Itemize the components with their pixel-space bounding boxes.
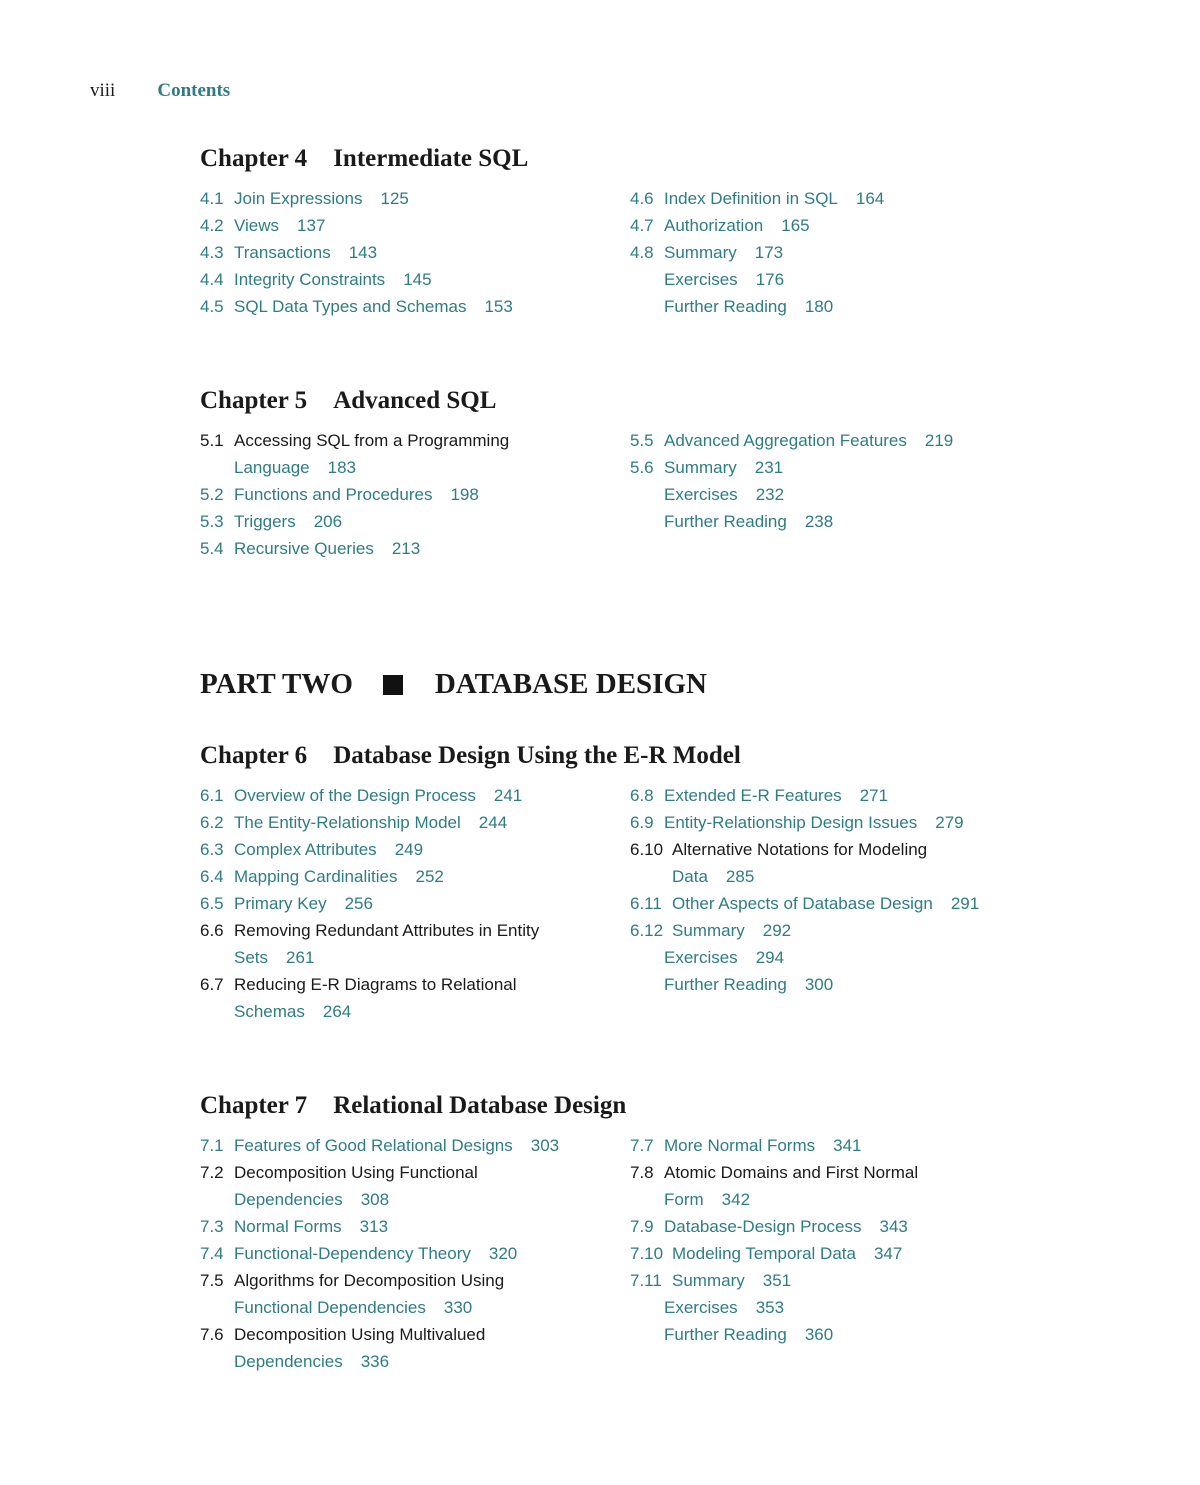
section-number: 4.5 (200, 297, 224, 316)
toc-entry[interactable] (630, 944, 1070, 971)
section-title-line1: Alternative Notations for Modeling (672, 840, 928, 859)
toc-column-right (630, 185, 1070, 320)
section-title: Join Expressions (234, 189, 363, 208)
section-page: 271 (859, 786, 889, 805)
section-page: 173 (754, 243, 784, 262)
section-page: 261 (286, 948, 315, 967)
section-number: 7.1 (200, 1136, 224, 1155)
toc-entry[interactable] (630, 836, 1070, 890)
section-title-line2 (234, 998, 517, 1025)
section-number: 7.5 (200, 1271, 224, 1290)
section-title: Entity-Relationship Design Issues (664, 813, 918, 832)
section-number: 7.6 (200, 1325, 224, 1344)
section-number (630, 293, 664, 320)
section-page: 153 (484, 297, 513, 316)
section-page: 137 (297, 216, 326, 235)
section-number (630, 1294, 664, 1321)
section-title: Transactions (234, 243, 331, 262)
section-page: 292 (762, 921, 792, 940)
section-title: SQL Data Types and Schemas (234, 297, 467, 316)
section-title: Extended E-R Features (664, 786, 842, 805)
section-page: 238 (804, 512, 834, 531)
section-title: Dependencies (234, 1352, 343, 1371)
section-title-line2 (234, 454, 509, 481)
section-number: 7.10 (630, 1244, 664, 1263)
section-text (664, 1213, 908, 1240)
section-text (664, 1132, 862, 1159)
section-text (664, 212, 810, 239)
section-page: 360 (804, 1325, 834, 1344)
section-text (664, 185, 884, 212)
chapter-5 (200, 387, 1100, 562)
toc-entry[interactable] (630, 809, 1070, 836)
running-title: Contents (157, 80, 231, 101)
chapter-label: Chapter 5 (200, 387, 308, 414)
section-page: 219 (924, 431, 954, 450)
toc-column-right (630, 782, 1070, 1025)
section-page: 180 (804, 297, 834, 316)
section-page: 303 (530, 1136, 560, 1155)
section-title: Functions and Procedures (234, 485, 433, 504)
section-title: Summary (672, 921, 745, 940)
section-number: 6.9 (630, 813, 654, 832)
toc-column-left (200, 782, 620, 1025)
section-number: 6.7 (200, 975, 224, 994)
section-page: 294 (755, 948, 785, 967)
section-page: 256 (344, 894, 373, 913)
toc-entry[interactable] (630, 1267, 1070, 1294)
toc-entry[interactable] (200, 782, 620, 809)
section-text (234, 427, 509, 481)
section-number (630, 971, 664, 998)
section-number: 4.1 (200, 189, 224, 208)
section-page: 320 (488, 1244, 518, 1263)
section-title: Sets (234, 948, 269, 967)
section-title: Complex Attributes (234, 840, 377, 859)
section-title: Exercises (664, 948, 738, 967)
part-label: PART TWO (200, 668, 353, 700)
section-text (234, 1213, 388, 1240)
section-title-line1: Atomic Domains and First Normal (664, 1163, 919, 1182)
section-title: Mapping Cardinalities (234, 867, 398, 886)
chapter-4 (200, 145, 1100, 320)
section-title: The Entity-Relationship Model (234, 813, 461, 832)
section-page: 165 (781, 216, 810, 235)
section-text (672, 917, 791, 944)
section-text (664, 454, 783, 481)
section-page: 232 (755, 485, 785, 504)
section-page: 279 (935, 813, 964, 832)
section-text (672, 890, 979, 917)
section-title: Views (234, 216, 280, 235)
section-text (664, 971, 833, 998)
toc-entry[interactable] (200, 427, 620, 481)
section-title: Modeling Temporal Data (672, 1244, 856, 1263)
section-title: Overview of the Design Process (234, 786, 476, 805)
section-title: Triggers (234, 512, 296, 531)
section-text (234, 1159, 478, 1213)
section-page: 241 (493, 786, 523, 805)
chapter-label: Chapter 6 (200, 742, 308, 769)
section-title: Exercises (664, 1298, 738, 1317)
section-page: 308 (360, 1190, 390, 1209)
section-text (234, 508, 342, 535)
section-number (630, 508, 664, 535)
section-title-line2 (664, 1186, 918, 1213)
toc-entry[interactable] (200, 508, 620, 535)
section-text (664, 1321, 833, 1348)
section-text (664, 1159, 918, 1213)
section-title-line1: Decomposition Using Functional (234, 1163, 478, 1182)
section-number: 7.7 (630, 1136, 654, 1155)
section-page: 145 (403, 270, 432, 289)
section-page: 343 (879, 1217, 908, 1236)
section-page: 164 (855, 189, 885, 208)
part-title: DATABASE DESIGN (434, 668, 707, 700)
section-page: 249 (394, 840, 424, 859)
section-text (234, 971, 517, 1025)
toc-column-left (200, 1132, 620, 1375)
section-title: Dependencies (234, 1190, 343, 1209)
section-number: 7.8 (630, 1163, 654, 1182)
section-title: Further Reading (664, 1325, 787, 1344)
section-text (234, 1267, 504, 1321)
section-page: 231 (754, 458, 784, 477)
section-title: Recursive Queries (234, 539, 374, 558)
section-title-line1: Accessing SQL from a Programming (234, 431, 510, 450)
section-text (672, 1240, 902, 1267)
section-number: 6.5 (200, 894, 224, 913)
toc-entry[interactable] (200, 890, 620, 917)
toc-columns (200, 427, 1100, 562)
section-title: Integrity Constraints (234, 270, 386, 289)
section-title-line2 (234, 1294, 504, 1321)
section-text (234, 239, 377, 266)
section-title: Summary (664, 458, 737, 477)
section-text (234, 185, 409, 212)
section-number: 6.8 (630, 786, 654, 805)
section-page: 244 (478, 813, 508, 832)
toc-entry[interactable] (200, 1159, 620, 1213)
chapter-title (200, 145, 1100, 173)
chapter-name: Relational Database Design (333, 1092, 627, 1119)
section-page: 206 (313, 512, 343, 531)
toc-entry[interactable] (200, 266, 620, 293)
section-title: Further Reading (664, 512, 787, 531)
section-text (234, 212, 325, 239)
section-title: Authorization (664, 216, 764, 235)
section-title-line2 (234, 1348, 485, 1375)
section-text (234, 836, 423, 863)
section-title: Summary (672, 1271, 745, 1290)
chapter-name: Database Design Using the E-R Model (333, 742, 741, 769)
part-heading (200, 668, 707, 701)
section-title: Primary Key (234, 894, 327, 913)
section-number (630, 481, 664, 508)
section-title: Language (234, 458, 310, 477)
section-text (664, 293, 833, 320)
section-number: 6.4 (200, 867, 224, 886)
toc-entry[interactable] (630, 1159, 1070, 1213)
section-title-line1: Algorithms for Decomposition Using (234, 1271, 505, 1290)
section-number: 5.3 (200, 512, 224, 531)
toc-entry[interactable] (200, 212, 620, 239)
toc-entry[interactable] (200, 1267, 620, 1321)
toc-entry[interactable] (200, 535, 620, 562)
toc-column-right (630, 427, 1070, 562)
toc-entry[interactable] (200, 809, 620, 836)
section-text (664, 481, 784, 508)
section-title-line1: Removing Redundant Attributes in Entity (234, 921, 540, 940)
section-number: 6.3 (200, 840, 224, 859)
section-text (664, 944, 784, 971)
section-number: 7.3 (200, 1217, 224, 1236)
section-title-line2 (672, 863, 927, 890)
section-text (234, 1321, 485, 1375)
section-title: Other Aspects of Database Design (672, 894, 933, 913)
toc-entry[interactable] (200, 481, 620, 508)
section-number: 4.4 (200, 270, 224, 289)
toc-entry[interactable] (200, 1321, 620, 1375)
section-number: 4.7 (630, 216, 654, 235)
toc-entry[interactable] (630, 266, 1070, 293)
section-title: Summary (664, 243, 737, 262)
section-page: 342 (721, 1190, 751, 1209)
section-number: 4.6 (630, 189, 654, 208)
section-title: Functional-Dependency Theory (234, 1244, 471, 1263)
section-number: 7.9 (630, 1217, 654, 1236)
section-page: 300 (804, 975, 834, 994)
toc-entry[interactable] (630, 454, 1070, 481)
section-title-line1: Reducing E-R Diagrams to Relational (234, 975, 517, 994)
section-title: Further Reading (664, 975, 787, 994)
toc-entry[interactable] (630, 293, 1070, 320)
section-text (664, 239, 783, 266)
section-page: 264 (322, 1002, 352, 1021)
section-number: 6.6 (200, 921, 224, 940)
toc-entry[interactable] (200, 1213, 620, 1240)
section-text (664, 266, 784, 293)
toc-entry[interactable] (630, 782, 1070, 809)
section-title: Exercises (664, 270, 738, 289)
section-page: 285 (725, 867, 755, 886)
chapter-name: Advanced SQL (333, 387, 497, 414)
section-number: 4.3 (200, 243, 224, 262)
section-title: Exercises (664, 485, 738, 504)
chapter-title (200, 742, 1100, 770)
section-text (234, 809, 507, 836)
toc-entry[interactable] (200, 917, 620, 971)
section-page: 330 (443, 1298, 473, 1317)
section-page: 143 (348, 243, 378, 262)
toc-entry[interactable] (630, 481, 1070, 508)
section-text (664, 508, 833, 535)
toc-entry[interactable] (630, 1294, 1070, 1321)
toc-entry[interactable] (630, 212, 1070, 239)
section-number: 7.11 (630, 1271, 662, 1290)
page-header (90, 80, 230, 102)
section-number: 6.10 (630, 840, 664, 859)
section-page: 353 (755, 1298, 785, 1317)
section-number: 6.11 (630, 894, 662, 913)
toc-entry[interactable] (200, 836, 620, 863)
chapter-title (200, 387, 1100, 415)
toc-entry[interactable] (200, 863, 620, 890)
section-title: Form (664, 1190, 704, 1209)
toc-entry[interactable] (630, 427, 1070, 454)
section-title: Further Reading (664, 297, 787, 316)
section-number: 5.4 (200, 539, 224, 558)
toc-entry[interactable] (200, 1132, 620, 1159)
section-text (672, 836, 927, 890)
toc-entry[interactable] (630, 917, 1070, 944)
toc-columns (200, 1132, 1100, 1375)
section-text (234, 782, 522, 809)
section-number: 5.6 (630, 458, 654, 477)
section-page: 347 (873, 1244, 903, 1263)
chapter-6 (200, 742, 1100, 1025)
chapter-label: Chapter 4 (200, 145, 308, 172)
section-title: Database-Design Process (664, 1217, 862, 1236)
section-page: 351 (762, 1271, 792, 1290)
section-text (234, 1132, 559, 1159)
section-page: 198 (450, 485, 479, 504)
toc-entry[interactable] (630, 1213, 1070, 1240)
toc-entry[interactable] (630, 1240, 1070, 1267)
section-number: 5.1 (200, 431, 224, 450)
toc-entry[interactable] (200, 185, 620, 212)
toc-entry[interactable] (630, 508, 1070, 535)
section-text (234, 266, 432, 293)
section-page: 336 (360, 1352, 390, 1371)
section-text (672, 1267, 791, 1294)
section-number (630, 1321, 664, 1348)
section-number: 6.1 (200, 786, 224, 805)
toc-columns (200, 782, 1100, 1025)
toc-entry[interactable] (630, 971, 1070, 998)
section-text (664, 782, 888, 809)
section-number: 6.2 (200, 813, 224, 832)
section-text (234, 481, 479, 508)
section-text (664, 427, 953, 454)
section-page: 213 (391, 539, 421, 558)
section-number: 5.5 (630, 431, 654, 450)
toc-entry[interactable] (630, 1321, 1070, 1348)
section-title: More Normal Forms (664, 1136, 816, 1155)
section-page: 291 (950, 894, 980, 913)
section-title: Advanced Aggregation Features (664, 431, 907, 450)
section-page: 183 (327, 458, 357, 477)
chapter-label: Chapter 7 (200, 1092, 308, 1119)
section-number: 4.2 (200, 216, 224, 235)
section-page: 125 (380, 189, 409, 208)
section-title: Index Definition in SQL (664, 189, 838, 208)
section-title-line2 (234, 1186, 478, 1213)
section-title: Data (672, 867, 708, 886)
section-text (234, 535, 420, 562)
section-page: 176 (755, 270, 785, 289)
chapter-name: Intermediate SQL (333, 145, 529, 172)
section-text (664, 1294, 784, 1321)
toc-entry[interactable] (630, 1132, 1070, 1159)
section-number: 7.2 (200, 1163, 224, 1182)
toc-entry[interactable] (630, 239, 1070, 266)
section-text (234, 917, 539, 971)
section-text (234, 293, 513, 320)
section-text (664, 809, 964, 836)
toc-column-right (630, 1132, 1070, 1375)
section-text (234, 890, 373, 917)
section-number: 5.2 (200, 485, 224, 504)
page-number: viii (90, 80, 116, 101)
section-title: Functional Dependencies (234, 1298, 426, 1317)
section-title: Features of Good Relational Designs (234, 1136, 513, 1155)
section-title-line1: Decomposition Using Multivalued (234, 1325, 486, 1344)
toc-entry[interactable] (630, 185, 1070, 212)
section-number (630, 944, 664, 971)
toc-entry[interactable] (200, 1240, 620, 1267)
section-text (234, 1240, 517, 1267)
toc-entry[interactable] (200, 293, 620, 320)
toc-entry[interactable] (200, 239, 620, 266)
section-title: Normal Forms (234, 1217, 342, 1236)
toc-column-left (200, 185, 620, 320)
section-page: 313 (359, 1217, 389, 1236)
toc-entry[interactable] (200, 971, 620, 1025)
section-page: 341 (833, 1136, 862, 1155)
section-number (630, 266, 664, 293)
toc-column-left (200, 427, 620, 562)
chapter-title (200, 1092, 1100, 1120)
section-title-line2 (234, 944, 539, 971)
section-text (234, 863, 444, 890)
toc-entry[interactable] (630, 890, 1070, 917)
section-number: 7.4 (200, 1244, 224, 1263)
square-bullet-icon (383, 675, 403, 695)
section-page: 252 (415, 867, 444, 886)
section-title: Schemas (234, 1002, 305, 1021)
section-number: 6.12 (630, 921, 664, 940)
chapter-7 (200, 1092, 1100, 1375)
toc-columns (200, 185, 1100, 320)
section-number: 4.8 (630, 243, 654, 262)
